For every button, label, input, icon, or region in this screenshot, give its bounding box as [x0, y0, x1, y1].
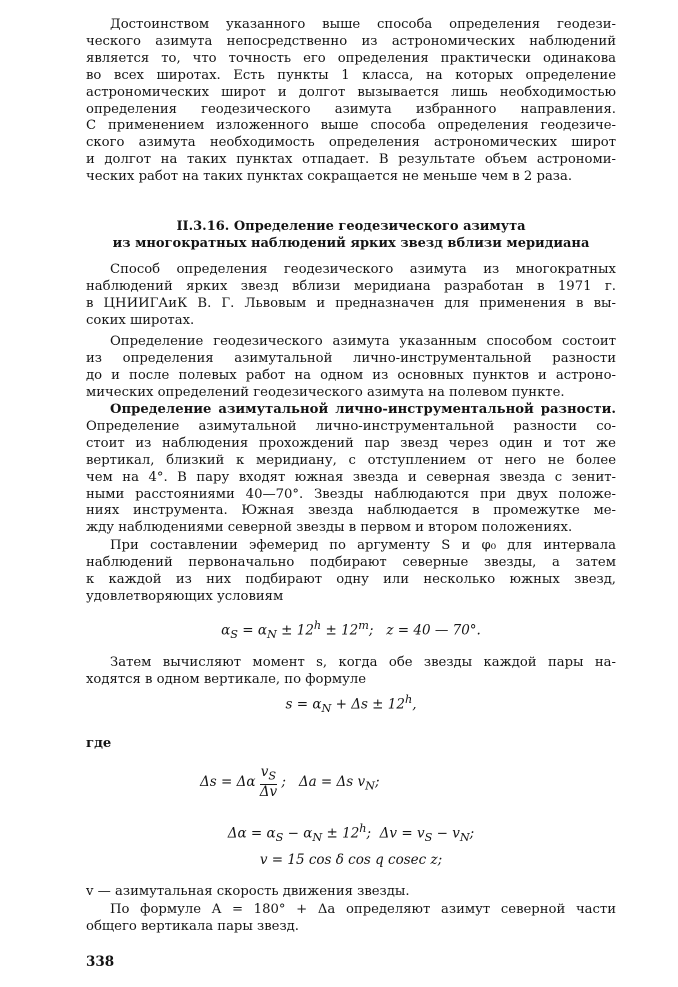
text-line: ского азимута необходимость определения астрономических широт [86, 135, 616, 151]
text-line: во всех широтах. Есть пункты 1 класса, на которых определение [86, 67, 616, 83]
text-line: С применением изложенного выше способа определения геодезиче- [86, 118, 616, 134]
section-heading [86, 218, 616, 252]
page-number: 338 [86, 954, 115, 970]
heading-line-2: из многократных наблюдений ярких звезд вблизи меридиана [112, 236, 590, 251]
formula-delta-alpha: $\Delta\alpha = \alpha_S - \alpha_N \pm 12^h$; $\Delta v = v_S - v_N$; [227, 822, 475, 845]
text-line: удовлетворяющих условиям [86, 588, 284, 604]
paragraph-method-steps [86, 334, 616, 402]
paragraph-azimuth-difference [86, 402, 616, 537]
text-line: По формуле A = 180° + Δa определяют азимут северной части [110, 902, 616, 917]
heading-line-1: II.3.16. Определение геодезического азимута [176, 219, 526, 234]
text-line: определения геодезического азимута избранного направления. [86, 101, 616, 117]
text-line: вертикал, близкий к меридиану, с отступлением от него не более [86, 452, 616, 468]
text-line: Достоинством указанного выше способа определения геодези- [110, 17, 616, 32]
paragraph-method-intro [86, 262, 616, 330]
paragraph-azimuth-formula [86, 902, 616, 936]
text-line: и долгот на таких пунктах отпадает. В результате объем астрономи- [86, 152, 616, 168]
text-line: общего вертикала пары звезд. [86, 918, 299, 934]
text-line: ческого азимута непосредственно из астрономических наблюдений [86, 33, 616, 49]
text-line: к каждой из них подбирают одну или несколько южных звезд, [86, 571, 616, 587]
subheading-azimuth-difference: Определение азимутальной лично-инструментальной разности. [110, 402, 616, 417]
text-line: При составлении эфемерид по аргументу S и φ₀ для интервала [110, 538, 616, 553]
text-line: наблюдений первоначально подбирают северные звезды, а затем [86, 554, 616, 570]
paragraph-advantages [86, 17, 616, 186]
where-label: где [86, 736, 112, 751]
text-line: Определение азимутальной лично-инструментальной разности со- [86, 418, 616, 434]
formula-velocity: v = 15 cos δ cos q cosec z; [259, 852, 443, 868]
text-line: ными расстояниями 40—70°. Звезды наблюдаются при двух положе- [86, 486, 616, 502]
text-line: Определение геодезического азимута указанным способом состоит [110, 334, 616, 349]
text-line: астрономических широт и долгот вызывается лишь необходимостью [86, 84, 616, 100]
text-line: из определения азимутальной лично-инструментальной разности [86, 350, 616, 366]
text-line: v — азимутальная скорость движения звезды. [86, 884, 410, 899]
paragraph-moment [86, 655, 616, 689]
text-line: ческих работ на таких пунктах сокращается не меньше чем в 2 раза. [86, 169, 573, 185]
text-line: стоит из наблюдения прохождений пар звезд через один и тот же [86, 435, 616, 451]
text-line: до и после полевых работ на одном из основных пунктов и астроно- [86, 367, 616, 383]
text-line: соких широтах. [86, 312, 195, 328]
paragraph-velocity-def [86, 884, 616, 901]
text-line: наблюдений ярких звезд вблизи меридиана разработан в 1971 г. [86, 278, 616, 294]
text-line: в ЦНИИГАиК В. Г. Львовым и предназначен для применения в вы- [86, 295, 616, 311]
text-line: мических определений геодезического азимута на полевом пункте. [86, 384, 565, 400]
text-line: ниях инструмента. Южная звезда наблюдается в промежутке ме- [86, 503, 616, 519]
formula-condition: $\alpha_S = \alpha_N \pm 12^h \pm 12^m$; z = 40 — 70°. [221, 619, 481, 642]
formula-delta-s: Δs = Δα $\frac{v_S}{\Delta v}$ ; Δa = Δs $v_N$; [200, 764, 380, 800]
paragraph-ephemeris [86, 538, 616, 606]
text-line: жду наблюдениями северной звезды в первом и втором положениях. [86, 520, 573, 536]
text-line: является то, что точность его определения практически одинакова [86, 50, 616, 66]
formula-moment: $s = \alpha_N + \Delta s \pm 12^h$, [285, 693, 417, 716]
text-line: чем на 4°. В пару входят южная звезда и северная звезда с зенит- [86, 469, 616, 485]
text-line: Затем вычисляют момент s, когда обе звезды каждой пары на- [110, 655, 616, 670]
text-line: Способ определения геодезического азимута из многократных [110, 262, 616, 277]
text-line: ходятся в одном вертикале, по формуле [86, 671, 367, 687]
